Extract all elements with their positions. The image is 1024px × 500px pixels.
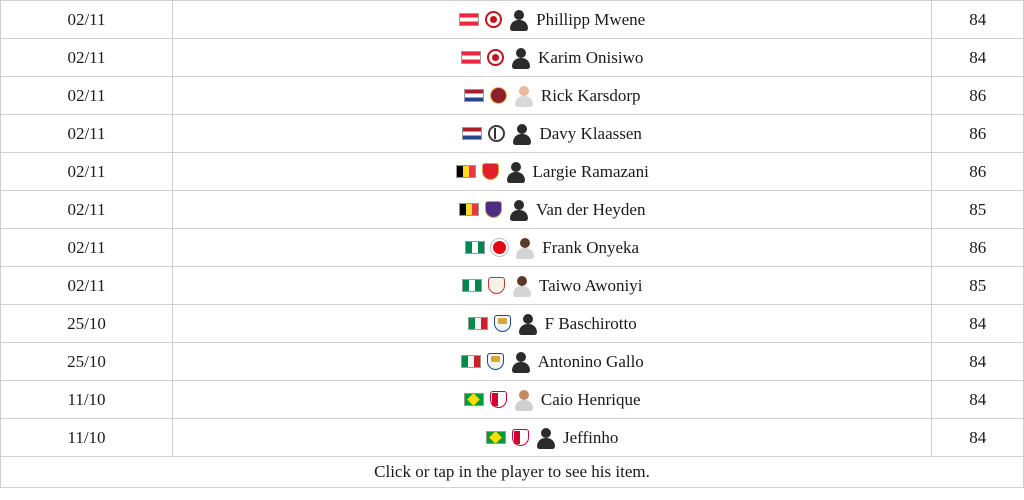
avatar-body	[515, 400, 533, 411]
player-name[interactable]: Davy Klaassen	[539, 124, 642, 143]
player-rating-cell: 86	[932, 115, 1024, 153]
table-row[interactable]	[1, 229, 1024, 267]
player-avatar-icon	[508, 9, 530, 31]
player-cell-content	[173, 123, 931, 145]
table-row[interactable]	[1, 267, 1024, 305]
player-avatar-icon	[517, 313, 539, 335]
almeria-club-crest-icon	[482, 163, 499, 180]
player-cell[interactable]	[173, 343, 932, 381]
player-cell[interactable]	[173, 77, 932, 115]
player-avatar-icon	[513, 85, 535, 107]
avatar-body	[512, 362, 530, 373]
table-row[interactable]	[1, 1, 1024, 39]
table-footer-row	[1, 457, 1024, 488]
avatar-head	[516, 48, 526, 58]
player-date-cell: 02/11	[1, 77, 173, 115]
player-rating-cell: 85	[932, 191, 1024, 229]
table-row[interactable]	[1, 191, 1024, 229]
roma-club-crest-icon	[490, 87, 507, 104]
avatar-head	[517, 124, 527, 134]
avatar-head	[517, 276, 527, 286]
player-avatar-icon	[510, 47, 532, 69]
italy-flag-icon	[461, 355, 481, 368]
mainz-club-crest-icon	[485, 11, 502, 28]
brentford-club-crest-icon	[491, 239, 508, 256]
footer-note: Click or tap in the player to see his item.	[1, 457, 1024, 488]
player-cell-content	[173, 275, 931, 297]
avatar-body	[507, 172, 525, 183]
player-cell-content	[173, 389, 931, 411]
player-avatar-icon	[505, 161, 527, 183]
player-date-cell: 25/10	[1, 305, 173, 343]
table-row[interactable]	[1, 343, 1024, 381]
player-cell-content	[173, 161, 931, 183]
player-cell-content	[173, 427, 931, 449]
nigeria-flag-icon	[462, 279, 482, 292]
player-rating-cell: 84	[932, 381, 1024, 419]
avatar-head	[519, 86, 529, 96]
player-avatar-icon	[513, 389, 535, 411]
lecce-club-crest-icon	[487, 353, 504, 370]
player-avatar-icon	[511, 275, 533, 297]
table-row[interactable]	[1, 39, 1024, 77]
player-date-cell: 02/11	[1, 39, 173, 77]
austria-flag-icon	[459, 13, 479, 26]
table-row[interactable]	[1, 153, 1024, 191]
netherlands-flag-icon	[464, 89, 484, 102]
avatar-head	[514, 10, 524, 20]
monaco-club-crest-icon	[512, 429, 529, 446]
player-cell[interactable]	[173, 305, 932, 343]
avatar-body	[513, 286, 531, 297]
player-name[interactable]: Phillipp Mwene	[536, 10, 646, 29]
avatar-head	[516, 352, 526, 362]
player-cell-content	[173, 85, 931, 107]
avatar-body	[515, 96, 533, 107]
player-avatar-icon	[510, 351, 532, 373]
player-cell-content	[173, 199, 931, 221]
player-rating-cell: 84	[932, 343, 1024, 381]
table-row[interactable]	[1, 381, 1024, 419]
austria-flag-icon	[461, 51, 481, 64]
player-cell-content	[173, 313, 931, 335]
player-cell[interactable]	[173, 381, 932, 419]
player-date-cell: 02/11	[1, 191, 173, 229]
player-date-cell: 02/11	[1, 115, 173, 153]
table-row[interactable]	[1, 115, 1024, 153]
player-rating-cell: 86	[932, 229, 1024, 267]
player-rating-cell: 84	[932, 1, 1024, 39]
player-date-cell: 02/11	[1, 1, 173, 39]
player-cell[interactable]	[173, 153, 932, 191]
avatar-head	[520, 238, 530, 248]
italy-flag-icon	[468, 317, 488, 330]
player-rating-cell: 84	[932, 39, 1024, 77]
netherlands-flag-icon	[462, 127, 482, 140]
player-name[interactable]: Van der Heyden	[535, 200, 646, 219]
player-cell[interactable]	[173, 267, 932, 305]
player-cell[interactable]	[173, 191, 932, 229]
avatar-body	[512, 58, 530, 69]
player-name[interactable]: Jeffinho	[562, 428, 619, 447]
player-cell[interactable]	[173, 229, 932, 267]
avatar-body	[510, 20, 528, 31]
player-name[interactable]: Frank Onyeka	[542, 238, 640, 257]
player-avatar-icon	[511, 123, 533, 145]
player-cell-content	[173, 237, 931, 259]
avatar-body	[537, 438, 555, 449]
avatar-head	[541, 428, 551, 438]
player-name[interactable]: Taiwo Awoniyi	[538, 276, 643, 295]
player-rating-cell: 86	[932, 77, 1024, 115]
player-cell-content	[173, 351, 931, 373]
brazil-flag-icon	[464, 393, 484, 406]
table-row[interactable]	[1, 77, 1024, 115]
player-avatar-icon	[508, 199, 530, 221]
mainz-club-crest-icon	[487, 49, 504, 66]
avatar-head	[523, 314, 533, 324]
player-avatar-icon	[535, 427, 557, 449]
player-name[interactable]: Caio Henrique	[540, 390, 641, 409]
ajax-club-crest-icon	[488, 125, 505, 142]
belgium-flag-icon	[459, 203, 479, 216]
player-date-cell: 25/10	[1, 343, 173, 381]
player-avatar-icon	[514, 237, 536, 259]
player-date-cell: 11/10	[1, 381, 173, 419]
avatar-body	[510, 210, 528, 221]
player-date-cell: 02/11	[1, 267, 173, 305]
player-cell[interactable]	[173, 39, 932, 77]
player-rating-cell: 84	[932, 419, 1024, 457]
player-name[interactable]: Karim Onisiwo	[538, 48, 644, 67]
player-cell[interactable]	[173, 419, 932, 457]
avatar-body	[516, 248, 534, 259]
lecce-club-crest-icon	[494, 315, 511, 332]
monaco-club-crest-icon	[490, 391, 507, 408]
table-row[interactable]	[1, 419, 1024, 457]
player-date-cell: 02/11	[1, 229, 173, 267]
player-cell[interactable]	[173, 115, 932, 153]
player-rating-cell: 86	[932, 153, 1024, 191]
avatar-body	[513, 134, 531, 145]
brazil-flag-icon	[486, 431, 506, 444]
nottingham-forest-club-crest-icon	[488, 277, 505, 294]
player-cell[interactable]	[173, 1, 932, 39]
player-cell-content	[173, 9, 931, 31]
player-name[interactable]: Largie Ramazani	[532, 162, 649, 181]
anderlecht-club-crest-icon	[485, 201, 502, 218]
belgium-flag-icon	[456, 165, 476, 178]
player-name[interactable]: F Baschirotto	[544, 314, 637, 333]
avatar-head	[511, 162, 521, 172]
player-rating-cell: 84	[932, 305, 1024, 343]
nigeria-flag-icon	[465, 241, 485, 254]
player-name[interactable]: Antonino Gallo	[537, 352, 644, 371]
player-rating-cell: 85	[932, 267, 1024, 305]
player-date-cell: 02/11	[1, 153, 173, 191]
player-cell-content	[173, 47, 931, 69]
avatar-body	[519, 324, 537, 335]
table-row[interactable]	[1, 305, 1024, 343]
player-name[interactable]: Rick Karsdorp	[540, 86, 641, 105]
avatar-head	[519, 390, 529, 400]
player-date-cell: 11/10	[1, 419, 173, 457]
avatar-head	[514, 200, 524, 210]
